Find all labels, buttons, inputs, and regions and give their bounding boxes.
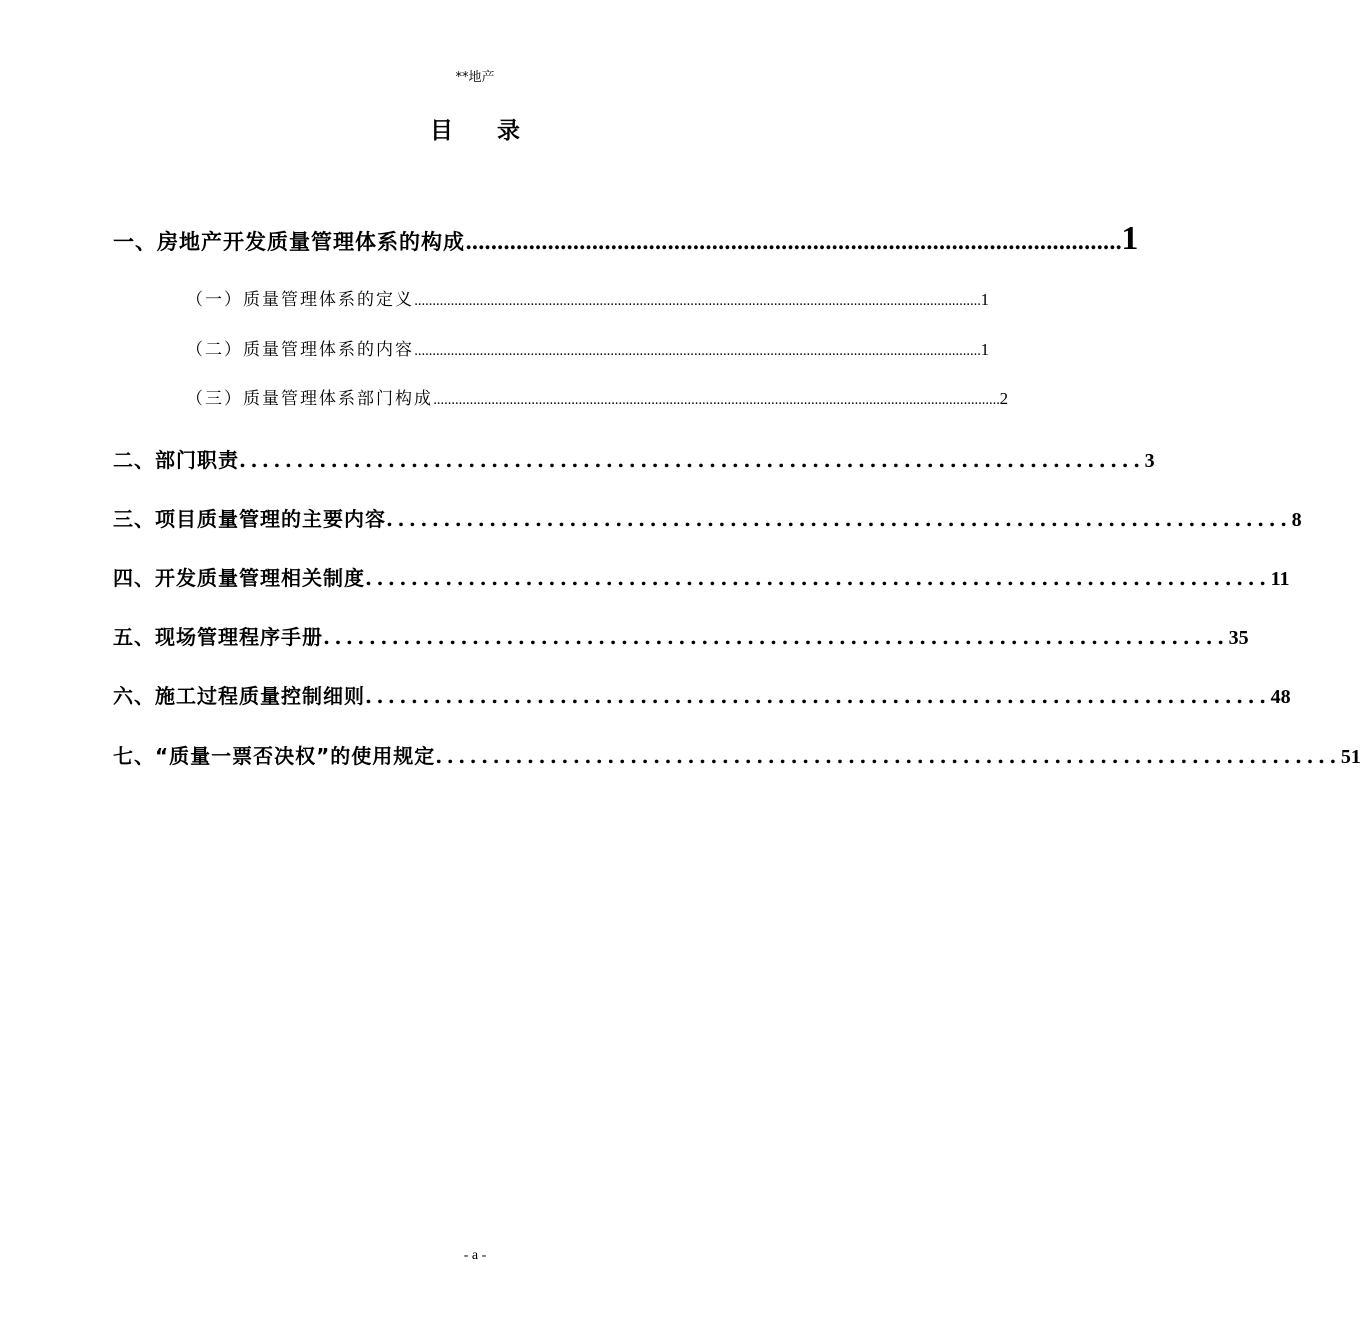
page-number-footer: - a - — [463, 1248, 487, 1263]
toc-leader-dots: ........................................................................................................ — [465, 229, 1122, 254]
toc-entry-label: （三）质量管理体系部门构成 — [186, 389, 433, 409]
toc-entry-label: 三、项目质量管理的主要内容 — [113, 507, 386, 531]
toc-entry-1-3[interactable] — [186, 384, 1009, 409]
toc-leader-dots: ............................................................................... — [435, 744, 1341, 768]
toc-leader-dots: ............................................................................... — [323, 625, 1229, 649]
toc-entry-page: 48 — [1270, 686, 1291, 708]
toc-leader-dots: ............................................................................................................................................................ — [433, 393, 1000, 408]
toc-entry-1[interactable] — [113, 220, 1139, 258]
toc-entry-page: 1 — [980, 340, 990, 359]
toc-entry-page: 1 — [980, 290, 990, 309]
toc-entry-5[interactable] — [113, 621, 1249, 650]
toc-entry-page: 2 — [999, 389, 1009, 408]
toc-entry-page: 8 — [1291, 509, 1302, 531]
toc-entry-label: （一）质量管理体系的定义 — [186, 290, 414, 310]
toc-entry-page: 35 — [1228, 627, 1249, 649]
toc-entry-label: 七、“质量一票否决权”的使用规定 — [113, 744, 436, 768]
toc-entry-page: 51 — [1340, 746, 1361, 768]
toc-leader-dots: ............................................................................... — [239, 448, 1145, 472]
toc-leader-dots: ............................................................................... — [365, 684, 1271, 708]
toc-entry-2[interactable] — [113, 444, 1155, 473]
toc-leader-dots: ............................................................................... — [365, 566, 1271, 590]
toc-entry-6[interactable] — [113, 680, 1291, 709]
toc-leader-dots: ............................................................................................................................................................ — [414, 294, 981, 309]
toc-leader-dots: ............................................................................................................................................................ — [414, 344, 981, 359]
toc-leader-dots: ............................................................................... — [386, 507, 1292, 531]
toc-entry-page: 1 — [1121, 220, 1139, 257]
toc-entry-label: 二、部门职责 — [113, 448, 239, 472]
page-header: **地产 — [455, 70, 495, 85]
toc-entry-page: 3 — [1144, 450, 1155, 472]
toc-entry-3[interactable] — [113, 503, 1302, 532]
toc-entry-label: 一、房地产开发质量管理体系的构成 — [113, 230, 465, 254]
toc-entry-label: 四、开发质量管理相关制度 — [113, 566, 365, 590]
toc-entry-4[interactable] — [113, 562, 1290, 591]
toc-entry-page: 11 — [1270, 568, 1290, 590]
toc-entry-label: 五、现场管理程序手册 — [113, 625, 323, 649]
toc-entry-label: （二）质量管理体系的内容 — [186, 340, 414, 360]
page-title: 目 录 — [429, 118, 538, 144]
toc-entry-label: 六、施工过程质量控制细则 — [113, 684, 365, 708]
toc-entry-1-2[interactable] — [186, 335, 990, 360]
toc-entry-7[interactable] — [113, 740, 1361, 769]
toc-entry-1-1[interactable] — [186, 285, 990, 310]
